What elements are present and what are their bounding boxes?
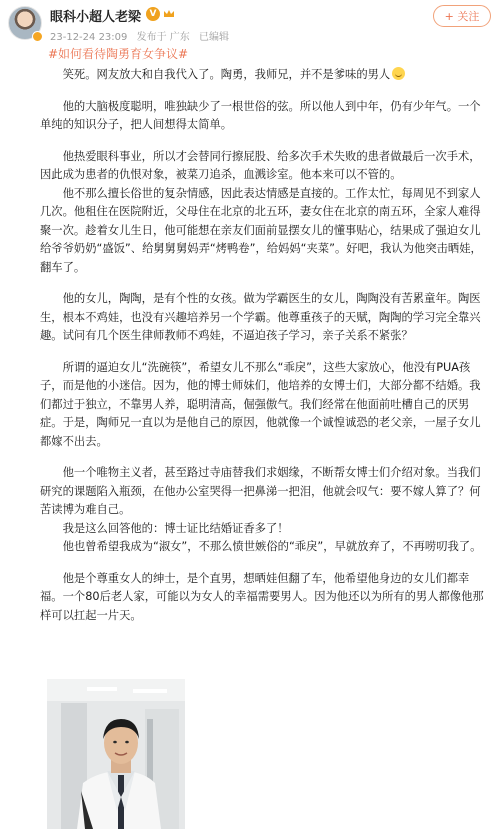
user-badges [146,7,176,21]
paragraph-10: 他是个尊重女人的绅士，是个直男，想晒娃但翻了车，他希望他身边的女儿们都幸福。一个80后老人家，可能以为女人的幸福需要男人。因为他还以为所有的男人都像他那样可以扛起一片天。 [40,571,484,622]
crown-icon [162,7,176,21]
follow-button[interactable]: + 关注 [433,5,491,27]
paragraph-6: 所谓的逼迫女儿“洗碗筷”，希望女儿不那么“乖戾”，这些大家放心，他没有PUA孩子，而是他的小迷信。因为，他的博士师妹们，他培养的女博士们，大部分都不结婚。我们都过于独立，不靠男人养，聪明清高，倔强傲气。我们经常在他面前吐槽自己的厌男症。于是，陶师兄一直以为是他自己的原因，他就像一个诚惶诚恐的老父亲，一屋子女儿都嫁不出去。 [40,360,481,448]
paragraph-9: 他也曾希望我成为“淑女”，不那么愤世嫉俗的“乖戾”，早就放弃了，不再唠叨我了。 [62,540,482,553]
paragraph-1 [40,66,486,85]
paragraph-8: 我是这么回答他的：博士证比结婚证香多了！ [62,521,289,535]
post-header [0,0,500,45]
grin-emoji-icon [392,67,405,80]
doctor-photo[interactable] [47,679,185,829]
post-location: 发布于 广东 [136,32,190,43]
doctor-photo-illustration [47,679,185,829]
post-body [40,66,486,638]
hashtag-link[interactable]: #如何看待陶勇育女争议# [48,47,189,61]
paragraph-3: 他热爱眼科事业，所以才会替同行擦屁股、给多次手术失败的患者做最后一次手术，因此成为患者的仇恨对象，被菜刀追杀，血溅诊室。他本来可以不管的。 [40,149,481,181]
avatar-verified-badge-icon [32,31,43,42]
username[interactable]: 眼科小超人老梁 [50,10,142,25]
post-meta [50,28,235,43]
paragraph-1-text: 笑死。网友放大和自我代入了。陶勇，我师兄，并不是爹味的男人 [62,68,391,81]
paragraph-5: 他的女儿，陶陶，是有个性的女孩。做为学霸医生的女儿，陶陶没有苦累童年。陶医生，根本不鸡娃，也没有兴趣培养另一个学霸。他尊重孩子的天赋，陶陶的学习完全靠兴趣。试问有几个医生律师教师不鸡娃，不逼迫孩子学习，亲子关系不紧张？ [40,292,481,342]
verified-v-icon: V [146,7,160,21]
post-date: 23-12-24 23:09 [50,32,128,43]
paragraph-4: 他不那么擅长俗世的复杂情感，因此表达情感是直接的。工作太忙，每周见不到家人几次。他租住在医院附近，父母住在北京的北五环，妻女住在北京的南五环，全家人难得聚一次。趁着女儿生日，他可能想在亲友们面前显摆女儿的懂事贴心，结果成了强迫女儿给爷爷奶奶“盛饭”、给舅舅舅妈弄“烤鸭卷”，给妈妈“夹菜”。好吧，我认为他突击晒娃，翻车了。 [40,186,482,274]
edited-label[interactable]: 已编辑 [198,32,229,43]
paragraph-7: 他一个唯物主义者，甚至路过寺庙替我们求姻缘，不断帮女博士们介绍对象。当我们研究的课题陷入瓶颈，在他办公室哭得一把鼻涕一把泪，他就会叹气：要不嫁人算了？何苦读博为难自己。 [40,466,481,516]
paragraph-2: 他的大脑极度聪明，唯独缺少了一根世俗的弦。所以他人到中年，仍有少年气。一个单纯的知识分子，把人间想得太简单。 [40,99,481,131]
